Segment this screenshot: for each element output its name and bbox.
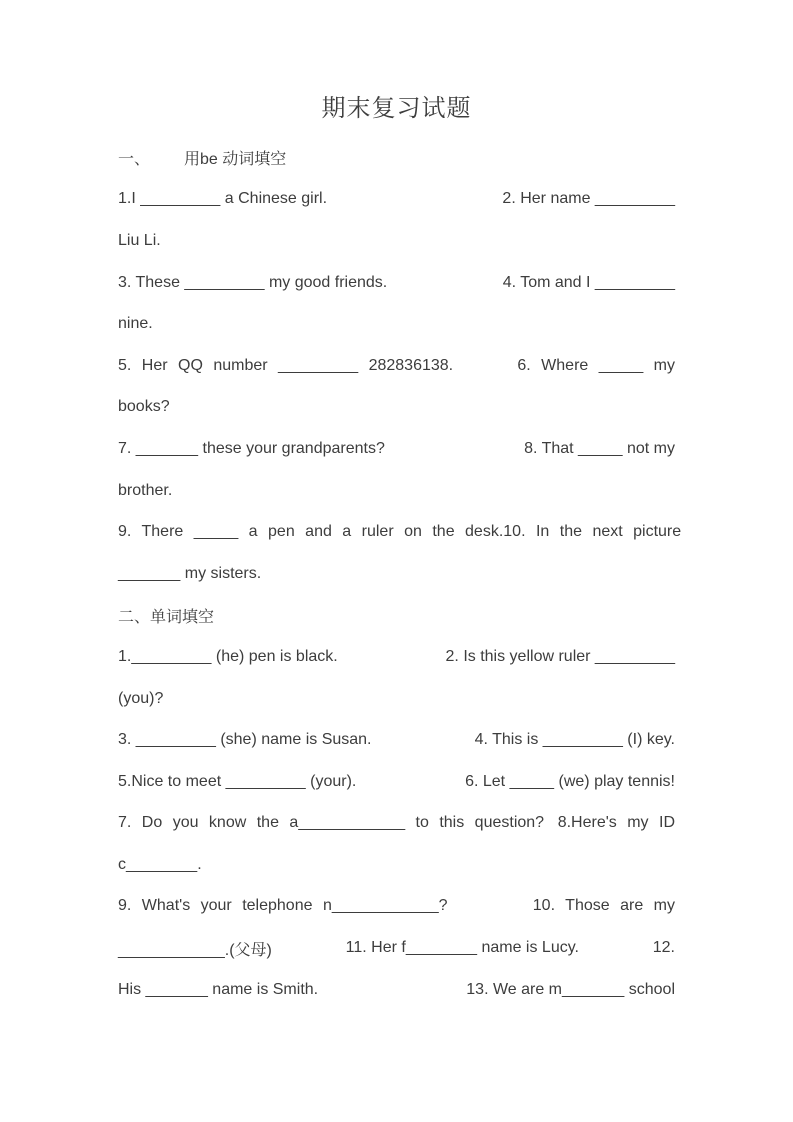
text-segment: 10. In the next picture xyxy=(503,523,682,541)
s1-q1-q2 xyxy=(118,179,675,221)
s2-q8-cont xyxy=(118,844,675,886)
s2-q5-q6 xyxy=(118,761,675,803)
text-segment: 2. Her name _________ xyxy=(502,190,675,208)
text-segment: 5. Her QQ number _________ 282836138. xyxy=(118,356,454,374)
s2-q10-q11-q12 xyxy=(118,927,675,969)
text-segment: 1.I _________ a Chinese girl. xyxy=(118,190,328,208)
text-segment: 7. Do you know the a____________ to this question? xyxy=(118,814,545,832)
text-segment: 8.Here's my ID xyxy=(557,814,675,832)
s1-q9-q10 xyxy=(118,511,682,553)
s1-q5-q6 xyxy=(118,345,675,387)
s1-q10-cont xyxy=(118,553,675,595)
text-segment: (you)? xyxy=(118,689,164,707)
text-segment: ____________.(父母) xyxy=(118,941,272,959)
text-segment: 3. _________ (she) name is Susan. xyxy=(118,731,372,749)
text-segment: 7. _______ these your grandparents? xyxy=(118,439,385,457)
text-segment: 一、 xyxy=(118,151,151,169)
text-segment: 4. This is _________ (I) key. xyxy=(474,731,675,749)
text-segment: 3. These _________ my good friends. xyxy=(118,273,388,291)
text-segment: 4. Tom and I _________ xyxy=(502,273,675,291)
text-segment: books? xyxy=(118,398,170,416)
text-segment: 10. Those are my xyxy=(532,897,675,915)
text-segment: 6. Let _____ (we) play tennis! xyxy=(465,772,675,790)
s2-q1-q2 xyxy=(118,636,675,678)
text-segment: _______ my sisters. xyxy=(118,564,262,582)
text-segment: 2. Is this yellow ruler _________ xyxy=(445,647,675,665)
section-2-heading xyxy=(118,595,675,637)
s2-q9-q10 xyxy=(118,886,675,928)
text-segment: Liu Li. xyxy=(118,231,161,249)
text-segment: 用be 动词填空 xyxy=(184,151,287,169)
s1-q2-cont xyxy=(118,220,675,262)
document-body xyxy=(118,137,682,1010)
s2-q7-q8 xyxy=(118,803,675,845)
s1-q8-cont xyxy=(118,470,675,512)
section-1-heading xyxy=(118,137,675,179)
text-segment: 9. What's your telephone n____________? xyxy=(118,897,448,915)
page-title: 期末复习试题 xyxy=(321,95,472,122)
document-content xyxy=(118,0,682,1010)
s2-q2-cont xyxy=(118,678,675,720)
s2-q3-q4 xyxy=(118,719,675,761)
text-segment: brother. xyxy=(118,481,173,499)
s2-q12-q13 xyxy=(118,969,675,1011)
text-segment: His _______ name is Smith. xyxy=(118,980,319,998)
text-segment: 11. Her f________ name is Lucy. xyxy=(345,939,579,957)
text-segment: 1._________ (he) pen is black. xyxy=(118,647,338,665)
s1-q3-q4 xyxy=(118,262,675,304)
text-segment: 9. There _____ a pen and a ruler on the desk. xyxy=(118,523,504,541)
text-segment: 二、单词填空 xyxy=(118,608,215,626)
text-segment: 13. We are m_______ school xyxy=(466,980,675,998)
text-segment: 8. That _____ not my xyxy=(524,439,675,457)
s1-q6-cont xyxy=(118,387,675,429)
s1-q4-cont xyxy=(118,303,675,345)
text-segment: 5.Nice to meet _________ (your). xyxy=(118,772,357,790)
text-segment: nine. xyxy=(118,315,153,333)
text-segment: c________. xyxy=(118,855,202,873)
text-segment: 6. Where _____ my xyxy=(517,356,675,374)
text-segment: 12. xyxy=(652,939,675,957)
s1-q7-q8 xyxy=(118,428,675,470)
